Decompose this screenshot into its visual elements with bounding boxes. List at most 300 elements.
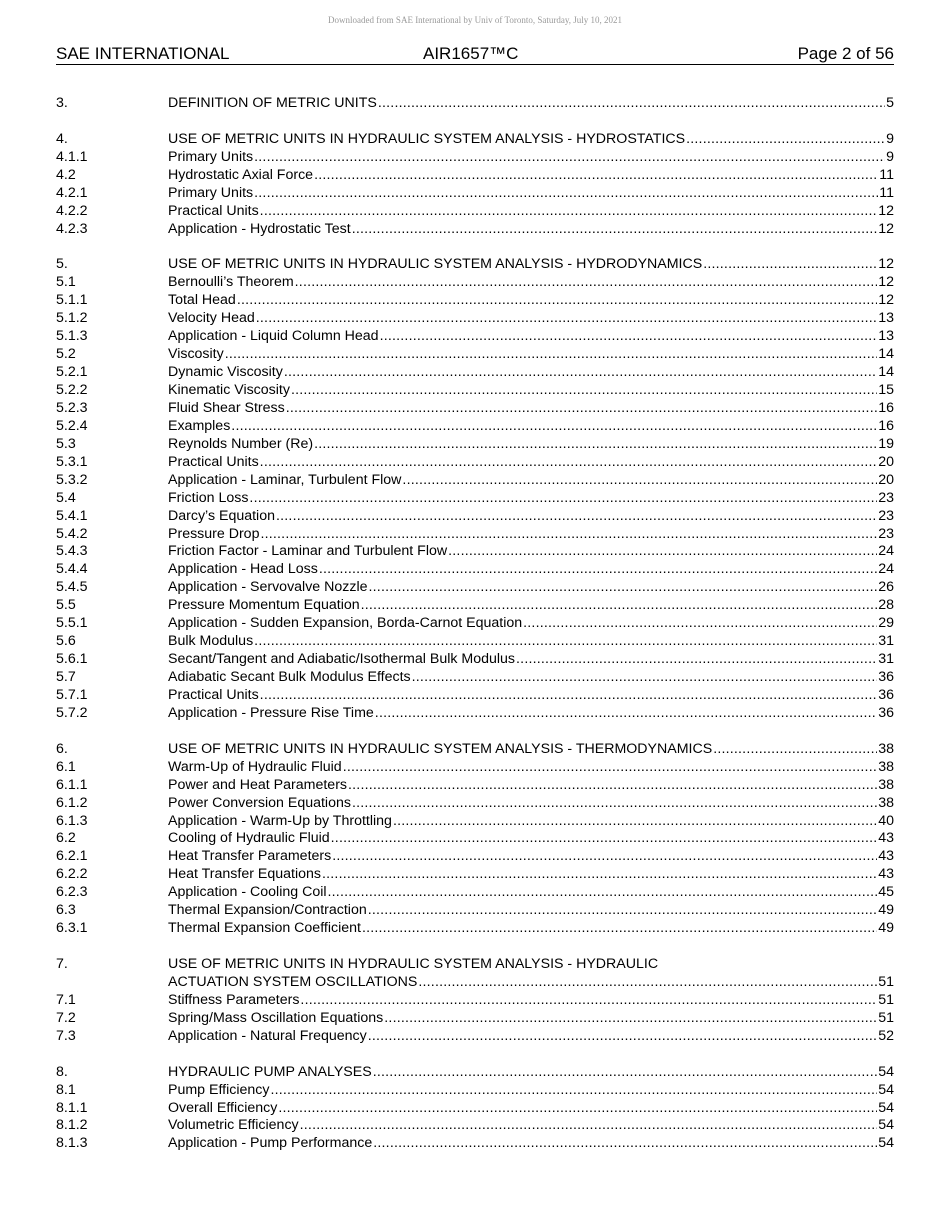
toc-entry[interactable] (56, 274, 894, 292)
toc-entry[interactable] (56, 830, 894, 848)
toc-section-title: Cooling of Hydraulic Fluid (168, 830, 330, 847)
toc-page-number: 38 (878, 740, 894, 757)
toc-entry-line (168, 508, 894, 526)
table-of-contents (56, 95, 894, 1153)
toc-entry[interactable] (56, 956, 894, 974)
toc-entry[interactable] (56, 759, 894, 777)
toc-section-number: 5.6.1 (56, 651, 88, 668)
toc-section-number: 8. (56, 1063, 68, 1080)
toc-page-number: 5 (886, 95, 894, 111)
toc-page-number: 20 (878, 453, 894, 470)
toc-page-number: 45 (878, 884, 894, 901)
toc-entry-line (168, 400, 894, 418)
toc-section-title: USE OF METRIC UNITS IN HYDRAULIC SYSTEM ANALYSIS - HYDRAULIC (168, 956, 659, 972)
toc-dot-leader (295, 274, 878, 292)
toc-entry-line (168, 992, 894, 1010)
toc-section-number: 4.2.1 (56, 184, 88, 201)
toc-entry[interactable] (56, 508, 894, 526)
toc-entry-line (168, 830, 894, 848)
toc-page-number: 43 (878, 830, 894, 847)
toc-section-title: Application - Cooling Coil (168, 884, 327, 901)
toc-entry-line (168, 274, 894, 292)
toc-entry-line (168, 472, 894, 490)
toc-section-title: Fluid Shear Stress (168, 399, 285, 416)
toc-dot-leader (300, 992, 877, 1010)
toc-section-number: 8.1.3 (56, 1135, 88, 1152)
toc-section-number: 5.4.4 (56, 561, 88, 578)
toc-dot-leader (368, 1028, 877, 1046)
toc-section-title: Application - Liquid Column Head (168, 328, 379, 345)
toc-page-number: 24 (878, 561, 894, 578)
toc-dot-leader (225, 346, 878, 364)
toc-section-title: Viscosity (168, 346, 224, 363)
toc-page-number: 12 (878, 220, 894, 237)
toc-section-title: Overall Efficiency (168, 1099, 278, 1116)
toc-page-number: 31 (878, 651, 894, 668)
toc-section-title: Application - Pressure Rise Time (168, 704, 374, 721)
toc-section-number: 5.1.2 (56, 310, 88, 327)
toc-dot-leader (412, 669, 878, 687)
toc-entry[interactable] (56, 795, 894, 813)
toc-dot-leader (300, 1117, 878, 1135)
toc-section-number: 7.3 (56, 1027, 76, 1044)
page-header (56, 44, 894, 65)
toc-entry-line (168, 795, 894, 813)
toc-entry-line (168, 848, 894, 866)
toc-section-number: 5.7.2 (56, 704, 88, 721)
toc-entry-line (168, 759, 894, 777)
toc-section-number: 4.1.1 (56, 148, 88, 165)
toc-section-title: Thermal Expansion Coefficient (168, 920, 361, 937)
toc-page-number: 13 (878, 328, 894, 345)
toc-page-number: 51 (878, 991, 894, 1008)
toc-page-number: 36 (878, 669, 894, 685)
toc-dot-leader (378, 95, 885, 113)
toc-dot-leader (314, 167, 878, 185)
toc-dot-leader (362, 920, 877, 938)
toc-page-number: 12 (878, 202, 894, 219)
toc-dot-leader (402, 472, 877, 490)
toc-entry[interactable] (56, 203, 894, 221)
toc-page-number: 9 (886, 130, 894, 147)
toc-page-number: 49 (878, 902, 894, 919)
toc-entry[interactable] (56, 615, 894, 633)
toc-entry-line (168, 597, 894, 615)
toc-section-title: Warm-Up of Hydraulic Fluid (168, 758, 342, 775)
toc-entry[interactable] (56, 920, 894, 938)
toc-section-title: Application - Natural Frequency (168, 1027, 367, 1044)
toc-dot-leader (278, 1100, 877, 1118)
toc-section-title: Friction Loss (168, 489, 249, 506)
toc-entry[interactable] (56, 310, 894, 328)
toc-page-number: 54 (878, 1063, 894, 1080)
toc-section-number: 6.2.3 (56, 884, 88, 901)
toc-dot-leader (331, 830, 878, 848)
toc-page-number: 14 (878, 364, 894, 381)
toc-entry-line (168, 95, 894, 113)
toc-section-title: Primary Units (168, 148, 254, 165)
toc-section-title: Darcy’s Equation (168, 507, 275, 524)
toc-section-number: 7.2 (56, 1009, 76, 1026)
toc-dot-leader (314, 436, 877, 454)
toc-section-number: 5.6 (56, 633, 76, 650)
toc-entry[interactable] (56, 364, 894, 382)
toc-section-title: Friction Factor - Laminar and Turbulent Flow (168, 543, 448, 560)
toc-entry[interactable] (56, 131, 894, 149)
toc-section-number: 5.2 (56, 346, 76, 363)
toc-section-title: Velocity Head (168, 310, 255, 327)
toc-entry-line (168, 310, 894, 328)
toc-page-number: 15 (878, 382, 894, 398)
toc-section-number: 5.4 (56, 489, 76, 506)
toc-entry-line (168, 454, 894, 472)
toc-entry-line (168, 884, 894, 902)
toc-section-title: Adiabatic Secant Bulk Modulus Effects (168, 669, 411, 685)
toc-entry[interactable] (56, 149, 894, 167)
toc-section-title: Reynolds Number (Re) (168, 435, 314, 452)
toc-entry[interactable] (56, 1082, 894, 1100)
toc-entry-line (168, 526, 894, 544)
toc-section-title: Practical Units (168, 202, 259, 219)
toc-dot-leader (260, 687, 878, 705)
toc-section-number: 6.2.1 (56, 848, 88, 865)
toc-entry[interactable] (56, 454, 894, 472)
toc-dot-leader (516, 651, 877, 669)
toc-section-number: 6.2 (56, 830, 76, 847)
toc-page-number: 28 (878, 597, 894, 614)
toc-entry-line (168, 579, 894, 597)
toc-entry[interactable] (56, 167, 894, 185)
toc-section-title: Hydrostatic Axial Force (168, 166, 314, 183)
toc-entry-line (168, 1135, 894, 1153)
toc-dot-leader (384, 1010, 877, 1028)
toc-page-number: 51 (878, 973, 894, 990)
toc-entry[interactable] (56, 651, 894, 669)
toc-dot-leader (249, 490, 877, 508)
toc-section-number: 5.4.2 (56, 525, 88, 542)
toc-dot-leader (254, 149, 885, 167)
toc-page-number: 54 (878, 1099, 894, 1116)
toc-section-number: 6.2.2 (56, 866, 88, 883)
toc-page-number: 49 (878, 920, 894, 937)
toc-entry[interactable] (56, 741, 894, 759)
toc-entry[interactable] (56, 382, 894, 400)
toc-dot-leader (254, 633, 877, 651)
toc-section-number: 5.1.3 (56, 328, 88, 345)
header-page-number: Page 2 of 56 (797, 44, 894, 63)
toc-entry[interactable] (56, 579, 894, 597)
toc-entry-line (168, 167, 894, 185)
toc-entry[interactable] (56, 813, 894, 831)
toc-page-number: 20 (878, 471, 894, 488)
toc-entry[interactable] (56, 418, 894, 436)
toc-page-number: 38 (878, 794, 894, 811)
toc-section-number: 5.3.1 (56, 453, 88, 470)
toc-section-title: Application - Warm-Up by Throttling (168, 812, 392, 829)
toc-page-number: 54 (878, 1135, 894, 1152)
toc-section-title: Bulk Modulus (168, 633, 254, 650)
toc-section-title: Application - Head Loss (168, 561, 318, 578)
toc-section-number: 7.1 (56, 991, 76, 1008)
toc-dot-leader (686, 131, 885, 149)
toc-entry[interactable] (56, 292, 894, 310)
toc-page-number: 19 (878, 435, 894, 452)
toc-entry[interactable] (56, 902, 894, 920)
toc-section-title: Application - Hydrostatic Test (168, 220, 351, 237)
toc-section-number: 5.5 (56, 597, 76, 614)
toc-section-number: 5.4.5 (56, 579, 88, 596)
toc-dot-leader (393, 813, 877, 831)
toc-section-title: Pump Efficiency (168, 1081, 270, 1098)
toc-entry[interactable] (56, 490, 894, 508)
toc-entry-line (168, 490, 894, 508)
toc-entry-continuation[interactable] (56, 974, 894, 992)
toc-entry-line (168, 561, 894, 579)
toc-entry-line (168, 633, 894, 651)
header-document-number: AIR1657™C (423, 44, 519, 63)
toc-entry-line (168, 221, 894, 239)
toc-section-number: 5.7 (56, 669, 76, 685)
toc-dot-leader (332, 848, 877, 866)
toc-dot-leader (373, 1135, 877, 1153)
toc-entry[interactable] (56, 526, 894, 544)
toc-entry[interactable] (56, 328, 894, 346)
toc-section-title: Application - Laminar, Turbulent Flow (168, 471, 402, 488)
toc-entry[interactable] (56, 777, 894, 795)
toc-section-title: Kinematic Viscosity (168, 382, 290, 398)
toc-dot-leader (369, 579, 878, 597)
toc-dot-leader (286, 400, 878, 418)
toc-dot-leader (523, 615, 877, 633)
toc-entry[interactable] (56, 633, 894, 651)
toc-entry-line (168, 902, 894, 920)
toc-dot-leader (375, 705, 877, 723)
toc-entry[interactable] (56, 1010, 894, 1028)
toc-dot-leader (348, 777, 877, 795)
toc-section-number: 6.3.1 (56, 920, 88, 937)
toc-page-number: 43 (878, 866, 894, 883)
toc-entry[interactable] (56, 436, 894, 454)
toc-page-number: 9 (886, 148, 894, 165)
toc-entry[interactable] (56, 866, 894, 884)
toc-section-title: Practical Units (168, 453, 259, 470)
toc-section-number: 6.1.3 (56, 812, 88, 829)
toc-entry[interactable] (56, 95, 894, 113)
toc-section-number: 6. (56, 740, 68, 757)
toc-dot-leader (448, 543, 877, 561)
toc-section-title: Dynamic Viscosity (168, 364, 283, 381)
toc-page-number: 38 (878, 776, 894, 793)
toc-section-number: 6.1 (56, 758, 76, 775)
toc-entry[interactable] (56, 884, 894, 902)
toc-entry-line (168, 741, 894, 759)
toc-section-title: Stiffness Parameters (168, 991, 300, 1008)
toc-section-number: 5.3.2 (56, 471, 88, 488)
toc-section-title: Pressure Drop (168, 525, 260, 542)
toc-section-number: 5.1 (56, 274, 76, 291)
toc-page-number: 40 (878, 812, 894, 829)
toc-entry-line (168, 1082, 894, 1100)
toc-entry-line (168, 777, 894, 795)
toc-page-number: 11 (879, 184, 894, 201)
toc-section-number: 4.2 (56, 166, 76, 183)
toc-page-number: 26 (878, 579, 894, 596)
toc-entry[interactable] (56, 597, 894, 615)
toc-entry[interactable] (56, 1028, 894, 1046)
toc-entry[interactable] (56, 1117, 894, 1135)
toc-section-title: USE OF METRIC UNITS IN HYDRAULIC SYSTEM ANALYSIS - HYDROSTATICS (168, 130, 686, 147)
toc-section-title: Total Head (168, 292, 236, 309)
toc-section-number: 5.2.4 (56, 417, 88, 434)
header-organization: SAE INTERNATIONAL (56, 44, 230, 63)
toc-section-title: Power and Heat Parameters (168, 776, 348, 793)
toc-section-title: USE OF METRIC UNITS IN HYDRAULIC SYSTEM ANALYSIS - HYDRODYNAMICS (168, 256, 703, 273)
toc-section-number: 6.1.2 (56, 794, 88, 811)
toc-page-number: 16 (878, 399, 894, 416)
toc-entry[interactable] (56, 185, 894, 203)
toc-dot-leader (322, 866, 877, 884)
toc-page-number: 31 (878, 633, 894, 650)
toc-entry[interactable] (56, 346, 894, 364)
toc-section-number: 8.1.2 (56, 1117, 88, 1134)
toc-section-number: 5. (56, 256, 68, 273)
toc-dot-leader (713, 741, 877, 759)
toc-page-number: 38 (878, 758, 894, 775)
toc-dot-leader (276, 508, 877, 526)
toc-section-title: Power Conversion Equations (168, 794, 351, 811)
toc-entry-line (168, 974, 894, 992)
toc-page-number: 36 (878, 686, 894, 703)
toc-dot-leader (343, 759, 878, 777)
toc-entry[interactable] (56, 472, 894, 490)
toc-entry[interactable] (56, 1135, 894, 1153)
toc-entry[interactable] (56, 561, 894, 579)
toc-page-number: 54 (878, 1117, 894, 1134)
toc-section-number: 5.4.3 (56, 543, 88, 560)
toc-dot-leader (237, 292, 877, 310)
toc-section-title: Practical Units (168, 686, 259, 703)
toc-dot-leader (352, 221, 878, 239)
toc-dot-leader (260, 203, 878, 221)
toc-entry[interactable] (56, 400, 894, 418)
toc-dot-leader (256, 310, 877, 328)
toc-dot-leader (260, 526, 877, 544)
toc-entry[interactable] (56, 221, 894, 239)
toc-entry-line (168, 1028, 894, 1046)
toc-entry-line (168, 705, 894, 723)
toc-entry-line (168, 203, 894, 221)
toc-page-number: 24 (878, 543, 894, 560)
toc-entry-line (168, 1100, 894, 1118)
toc-page-number: 51 (878, 1009, 894, 1026)
toc-entry-line (168, 1064, 894, 1082)
toc-page-number: 36 (878, 704, 894, 721)
toc-page-number: 12 (878, 274, 894, 291)
toc-entry-line (168, 346, 894, 364)
toc-section-title: Bernoulli’s Theorem (168, 274, 294, 291)
toc-section-title: Volumetric Efficiency (168, 1117, 299, 1134)
toc-page-number: 43 (878, 848, 894, 865)
toc-section-title: Pressure Momentum Equation (168, 597, 360, 614)
toc-section-title: DEFINITION OF METRIC UNITS (168, 95, 377, 111)
toc-page-number: 13 (878, 310, 894, 327)
toc-entry-line (168, 418, 894, 436)
toc-dot-leader (260, 454, 878, 472)
toc-entry[interactable] (56, 848, 894, 866)
toc-entry[interactable] (56, 669, 894, 687)
toc-page-number: 52 (878, 1027, 894, 1044)
toc-entry[interactable] (56, 992, 894, 1010)
toc-section-title: Application - Sudden Expansion, Borda-Carnot Equation (168, 615, 523, 632)
toc-dot-leader (418, 974, 877, 992)
toc-section-number: 4.2.2 (56, 202, 88, 219)
toc-section-title: Application - Servovalve Nozzle (168, 579, 368, 596)
toc-entry[interactable] (56, 256, 894, 274)
toc-page-number: 54 (878, 1081, 894, 1098)
toc-page-number: 23 (878, 525, 894, 542)
toc-section-title: Application - Pump Performance (168, 1135, 373, 1152)
toc-dot-leader (373, 1064, 878, 1082)
toc-entry-line (168, 131, 894, 149)
toc-entry-line (168, 956, 894, 974)
toc-section-number: 4. (56, 130, 68, 147)
toc-entry-line (168, 687, 894, 705)
toc-dot-leader (284, 364, 877, 382)
toc-section-number: 5.5.1 (56, 615, 88, 632)
toc-page-number: 16 (878, 417, 894, 434)
toc-dot-leader (231, 418, 877, 436)
toc-entry-line (168, 615, 894, 633)
toc-entry-line (168, 292, 894, 310)
toc-entry-line (168, 543, 894, 561)
toc-section-number: 6.1.1 (56, 776, 88, 793)
toc-entry-line (168, 436, 894, 454)
toc-dot-leader (319, 561, 877, 579)
toc-section-number: 5.1.1 (56, 292, 88, 309)
toc-entry-line (168, 328, 894, 346)
toc-entry[interactable] (56, 1064, 894, 1082)
toc-page-number: 23 (878, 507, 894, 524)
toc-entry-line (168, 920, 894, 938)
toc-dot-leader (703, 256, 877, 274)
toc-section-number: 5.7.1 (56, 686, 88, 703)
toc-section-number: 5.4.1 (56, 507, 88, 524)
toc-entry-line (168, 364, 894, 382)
toc-entry-line (168, 651, 894, 669)
toc-page-number: 14 (878, 346, 894, 363)
toc-section-title: Examples (168, 417, 231, 434)
toc-dot-leader (368, 902, 877, 920)
toc-section-number: 7. (56, 956, 68, 972)
toc-entry[interactable] (56, 543, 894, 561)
toc-section-number: 8.1.1 (56, 1099, 88, 1116)
toc-section-number: 5.2.1 (56, 364, 88, 381)
toc-entry[interactable] (56, 705, 894, 723)
toc-section-title: Primary Units (168, 184, 254, 201)
toc-page-number: 29 (878, 615, 894, 632)
toc-entry[interactable] (56, 687, 894, 705)
toc-entry-line (168, 185, 894, 203)
toc-entry[interactable] (56, 1100, 894, 1118)
toc-entry-line (168, 149, 894, 167)
toc-section-title: Heat Transfer Equations (168, 866, 321, 883)
toc-entry-line (168, 669, 894, 687)
toc-dot-leader (254, 185, 878, 203)
toc-section-title: Spring/Mass Oscillation Equations (168, 1009, 384, 1026)
toc-section-title: HYDRAULIC PUMP ANALYSES (168, 1063, 372, 1080)
toc-dot-leader (361, 597, 878, 615)
toc-entry-line (168, 1117, 894, 1135)
